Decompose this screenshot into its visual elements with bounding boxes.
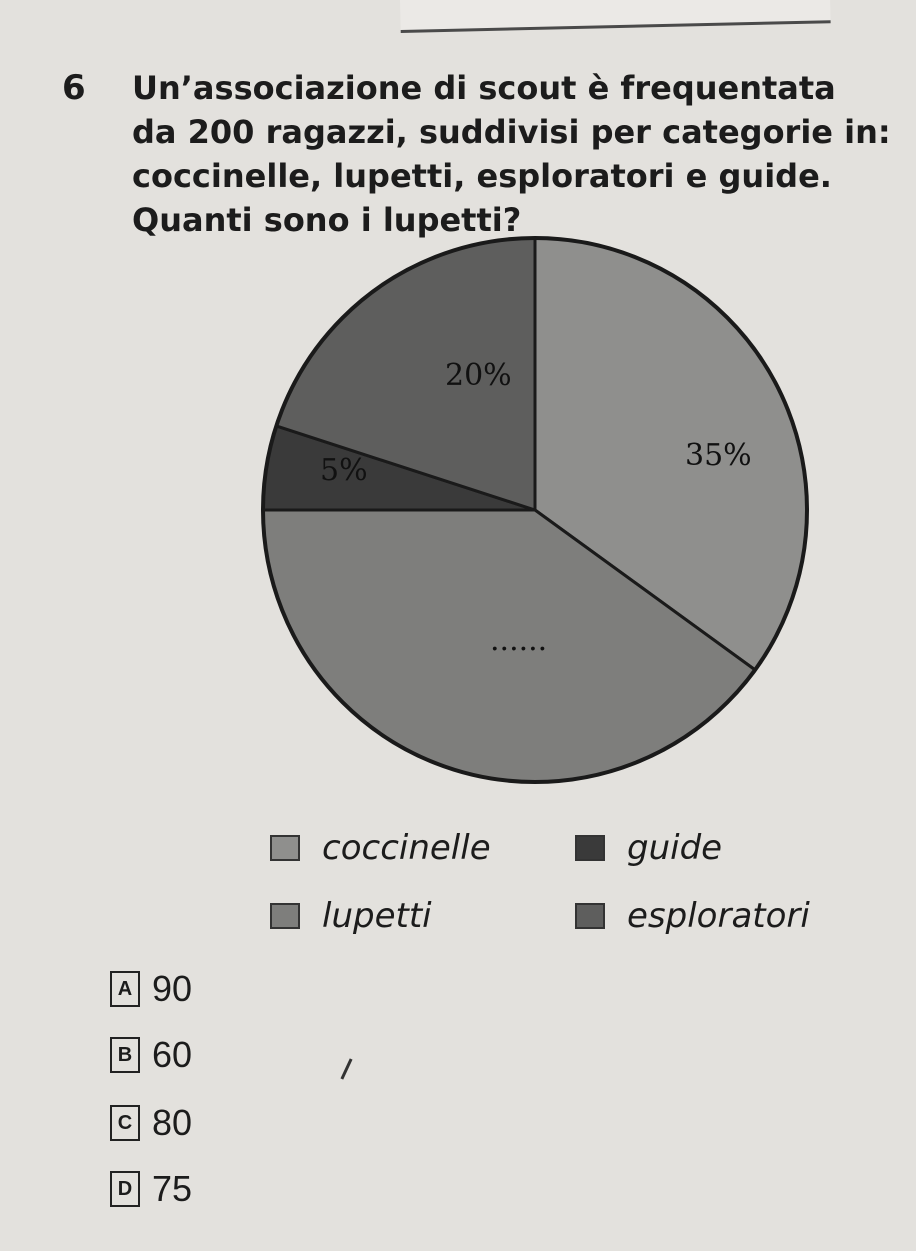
legend-swatch: [270, 835, 300, 861]
option-c[interactable]: [110, 1102, 192, 1144]
legend-label: lupetti: [322, 896, 432, 936]
slice-label-esploratori: 20%: [445, 358, 512, 393]
legend-label: esploratori: [627, 896, 810, 936]
legend-swatch: [270, 903, 300, 929]
legend-label: guide: [627, 828, 723, 868]
legend-item-esploratori: [575, 896, 810, 936]
option-b[interactable]: [110, 1034, 192, 1076]
question-line: Un’associazione di scout è frequentata: [132, 69, 836, 107]
option-letter: C: [110, 1105, 140, 1141]
legend-item-coccinelle: [270, 828, 491, 868]
legend-label: coccinelle: [322, 828, 491, 868]
legend-swatch: [575, 903, 605, 929]
legend-swatch: [575, 835, 605, 861]
question-line: da 200 ragazzi, suddivisi per categorie in:: [132, 113, 891, 151]
slice-label-lupetti: ......: [490, 623, 548, 658]
option-value: 60: [152, 1034, 193, 1075]
question-line: coccinelle, lupetti, esploratori e guide.: [132, 157, 832, 195]
legend-item-lupetti: [270, 896, 432, 936]
option-value: 90: [152, 968, 193, 1009]
question-number: 6: [62, 68, 86, 108]
question-line: Quanti sono i lupetti?: [132, 201, 522, 239]
slice-label-coccinelle: 35%: [685, 438, 752, 473]
option-letter: D: [110, 1171, 140, 1207]
option-value: 80: [152, 1102, 193, 1143]
chart-legend: [270, 828, 850, 948]
option-d[interactable]: [110, 1168, 192, 1210]
slice-label-guide: 5%: [320, 453, 368, 488]
option-letter: A: [110, 971, 140, 1007]
option-letter: B: [110, 1037, 140, 1073]
option-value: 75: [152, 1168, 193, 1209]
option-a[interactable]: [110, 968, 192, 1010]
legend-item-guide: [575, 828, 722, 868]
